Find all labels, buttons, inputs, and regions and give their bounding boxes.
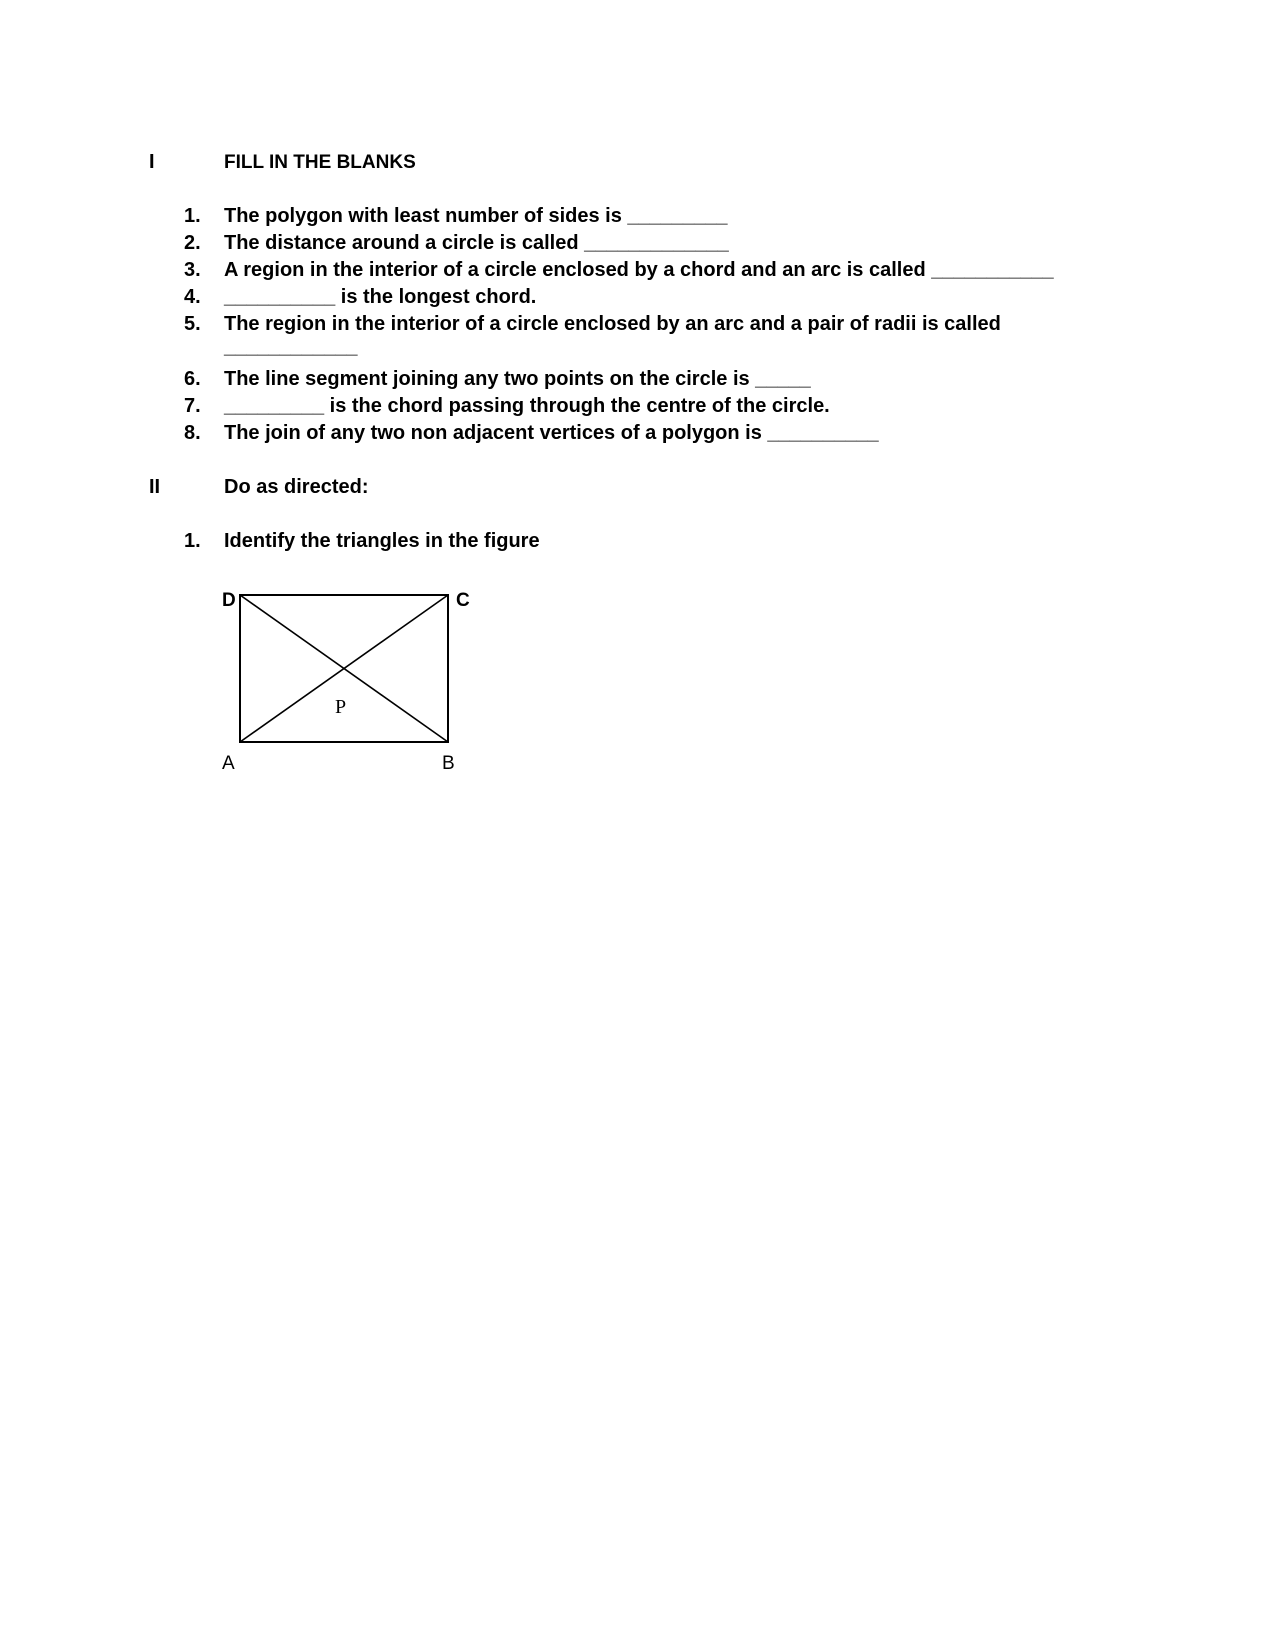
question-5 [184, 313, 1001, 336]
question-4 [184, 286, 536, 309]
section-2-heading: Do as directed: [224, 476, 369, 498]
rectangle-diagram [200, 590, 480, 790]
question-text: _________ is the chord passing through the centre of the circle. [224, 395, 830, 417]
question-8 [184, 422, 879, 445]
question-text: The region in the interior of a circle enclosed by an arc and a pair of radii is called [224, 313, 1001, 335]
question-number: 1. [184, 205, 201, 227]
question-text: The distance around a circle is called _____________ [224, 232, 729, 254]
question-7 [184, 395, 830, 418]
point-label-p: P [335, 696, 347, 718]
question-number: 7. [184, 395, 201, 417]
question-text: Identify the triangles in the figure [224, 530, 540, 552]
vertex-label-d: D [222, 590, 236, 611]
question-number: 6. [184, 368, 201, 390]
question-number: 8. [184, 422, 201, 444]
question-number: 5. [184, 313, 201, 335]
rectangle-figure [200, 590, 480, 795]
section-2-numeral: II [149, 476, 161, 498]
question-ii-1 [184, 530, 540, 553]
question-text: __________ is the longest chord. [224, 286, 537, 308]
question-number: 1. [184, 530, 201, 552]
vertex-label-c: C [456, 590, 470, 611]
question-number: 2. [184, 232, 201, 254]
question-6 [184, 368, 811, 391]
question-text: The join of any two non adjacent vertices of a polygon is __________ [224, 422, 879, 444]
section-1-heading: FILL IN THE BLANKS [224, 152, 416, 173]
vertex-label-a: A [222, 753, 235, 774]
question-3 [184, 259, 1054, 282]
question-text: The line segment joining any two points on the circle is _____ [224, 368, 811, 390]
question-text: The polygon with least number of sides is _________ [224, 205, 728, 227]
question-number: 3. [184, 259, 201, 281]
question-5-blank: ____________ [224, 336, 358, 358]
question-text: A region in the interior of a circle enclosed by a chord and an arc is called ___________ [224, 259, 1054, 281]
question-1 [184, 205, 728, 228]
question-2 [184, 232, 729, 255]
question-number: 4. [184, 286, 201, 308]
vertex-label-b: B [442, 753, 455, 774]
section-1-numeral: I [149, 151, 155, 173]
